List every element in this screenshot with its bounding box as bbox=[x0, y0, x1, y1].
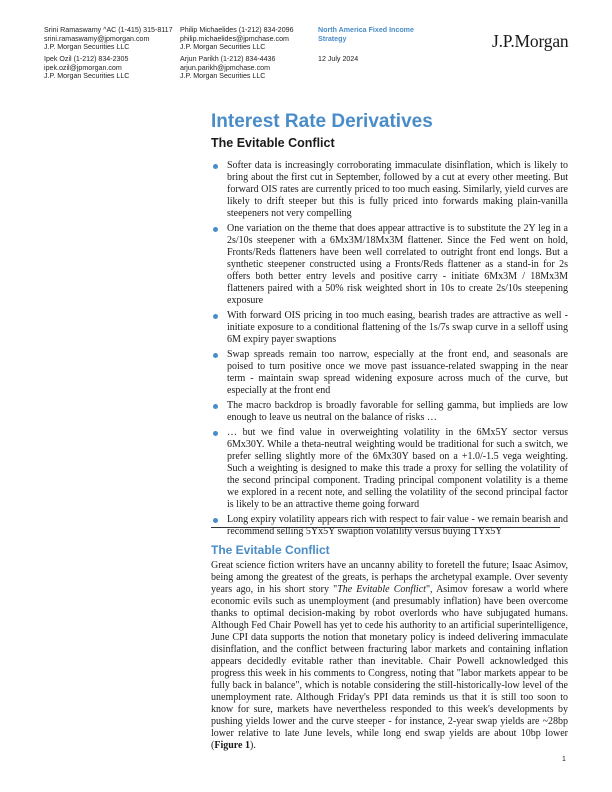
author-block-right bbox=[180, 26, 294, 81]
author-email[interactable]: arjun.parikh@jpmchase.com bbox=[180, 63, 270, 72]
segment-subtitle: Strategy bbox=[318, 34, 347, 43]
body-paragraph bbox=[211, 560, 568, 752]
author-line: Ipek Ozil (1-212) 834-2305 bbox=[44, 55, 129, 64]
key-point bbox=[211, 514, 568, 538]
key-point bbox=[211, 160, 568, 220]
bullet-icon bbox=[213, 404, 218, 409]
author-block-left bbox=[44, 26, 173, 81]
key-point-text: With forward OIS pricing in too much easing, bearish trades are attractive as well - initiate exposure to a conditional flattening of the 1s/7s swap curve in a selloff using 6M expiry payer swaptions bbox=[227, 310, 568, 345]
key-point-text: … but we find value in overweighting volatility in the 6Mx5Y sector versus 6Mx30Y. While a theta-neutral weighting would be traditional for such a switch, we prefer selling slightly more of the 6Mx30Y based on a +1.0/-1.5 vega weighting. Such a weighting is designed to make this trade a proxy for selling the volatility of the second principal component. Trading principal component volatility is a theme we explored in a recent note, and selling the volatility of the second principal factor is likely to be an attractive theme going forward bbox=[227, 427, 568, 510]
author-email[interactable]: srini.ramaswamy@jpmorgan.com bbox=[44, 34, 150, 43]
story-title: The Evitable Conflict bbox=[337, 584, 426, 595]
jpmorgan-logo: J.P.Morgan bbox=[492, 31, 569, 51]
page-subtitle: The Evitable Conflict bbox=[211, 136, 335, 150]
author-firm: J.P. Morgan Securities LLC bbox=[44, 72, 130, 81]
segment-block bbox=[318, 26, 414, 64]
key-point-text: Swap spreads remain too narrow, especially at the front end, and seasonals are poised to turn positive once we move past issuance-related swapping in the near term - maintain swap spread widening exposure across much of the curve, but especially at the front end bbox=[227, 349, 568, 396]
author-email[interactable]: ipek.ozil@jpmorgan.com bbox=[44, 63, 122, 72]
section-heading: The Evitable Conflict bbox=[211, 543, 330, 557]
key-point bbox=[211, 310, 568, 346]
paragraph-text: ). bbox=[250, 740, 256, 751]
figure-reference[interactable]: Figure 1 bbox=[214, 740, 250, 751]
bullet-icon bbox=[213, 518, 218, 523]
key-point bbox=[211, 349, 568, 397]
author-email[interactable]: philip.michaelides@jpmchase.com bbox=[180, 34, 289, 43]
author-firm: J.P. Morgan Securities LLC bbox=[44, 43, 130, 52]
bullet-icon bbox=[213, 227, 218, 232]
bullet-icon bbox=[213, 431, 218, 436]
author-firm: J.P. Morgan Securities LLC bbox=[180, 43, 266, 52]
bullet-icon bbox=[213, 314, 218, 319]
page-number: 1 bbox=[562, 756, 566, 763]
key-point-text: The macro backdrop is broadly favorable for selling gamma, but implieds are low enough to leave us neutral on the balance of risks … bbox=[227, 400, 568, 423]
paragraph-text: Great science fiction writers have an uncanny ability to foretell the future; Isaac Asimov, being among the greatest of the greats, is perhaps the archetypal example. Over seventy years ago, in his short story " bbox=[211, 560, 568, 595]
author-line: Srini Ramaswamy ^AC (1-415) 315-8117 bbox=[44, 26, 173, 34]
author-line: Arjun Parikh (1-212) 834-4436 bbox=[180, 55, 276, 64]
paragraph-text: ", Asimov foresaw a world where economic evils such as unemployment (and presumably inflation) have been overcome thanks to optimal decision-making by robot overlords who have subjugated humans. Although Fed Chair Powell has yet to cede his authority to an artificial superintelligence, June CPI data supports the notion that monetary policy is indeed delivering immaculate disinflation, and the conflict between fracturing labor markets and containing inflation appears decidedly evitable rather than inevitable. Chair Powell acknowledged this progress this week in his comments to Congress, noting that "labor markets appear to be fully back in balance", which is notable considering the still-historically-low level of the unemployment rate. Although Friday's PPI data reminds us that it is still too soon to know for sure, markets have nevertheless responded to this week's developments by pushing yields lower and the curve steeper - for instance, 2-year swap yields are ~28bp lower relative to late June levels, while long end swap yields are about 10bp lower ( bbox=[211, 584, 568, 751]
author-firm: J.P. Morgan Securities LLC bbox=[180, 72, 266, 81]
page-title: Interest Rate Derivatives bbox=[211, 111, 433, 132]
key-point bbox=[211, 223, 568, 307]
key-point-text: Softer data is increasingly corroborating immaculate disinflation, which is likely to bring about the first cut in September, followed by a cut at every other meeting. But forward OIS rates are currently priced to too much easing. Similarly, yield curves are likely to drift steeper but this is fully priced into forwards making plain-vanilla steepeners not very compelling bbox=[227, 160, 568, 219]
bullet-icon bbox=[213, 164, 218, 169]
key-points-list bbox=[211, 160, 568, 541]
report-date: 12 July 2024 bbox=[318, 55, 359, 64]
key-point-text: Long expiry volatility appears rich with respect to fair value - we remain bearish and recommend selling 5Yx5Y swaption volatility versus buying 1Yx5Y bbox=[227, 514, 568, 537]
key-point bbox=[211, 400, 568, 424]
key-point-text: One variation on the theme that does appear attractive is to substitute the 2Y leg in a 2s/10s steepener with a 6Mx3M/18Mx3M flattener. Since the Fed went on hold, Fronts/Reds flatteners have been well correlated to outright front end longs. But a synthetic steepener constructed using a Fronts/Reds flattener as a stand-in for 2s offers both better entry levels and positive carry - initiate 6Mx3M / 18Mx3M flatteners paired with a 50% risk weighted short in 10s to create 2s/10s steepening exposure bbox=[227, 223, 568, 306]
author-line: Philip Michaelides (1-212) 834-2096 bbox=[180, 26, 294, 34]
key-point bbox=[211, 427, 568, 511]
bullet-icon bbox=[213, 353, 218, 358]
section-divider bbox=[211, 527, 560, 528]
segment-title: North America Fixed Income bbox=[318, 26, 414, 34]
